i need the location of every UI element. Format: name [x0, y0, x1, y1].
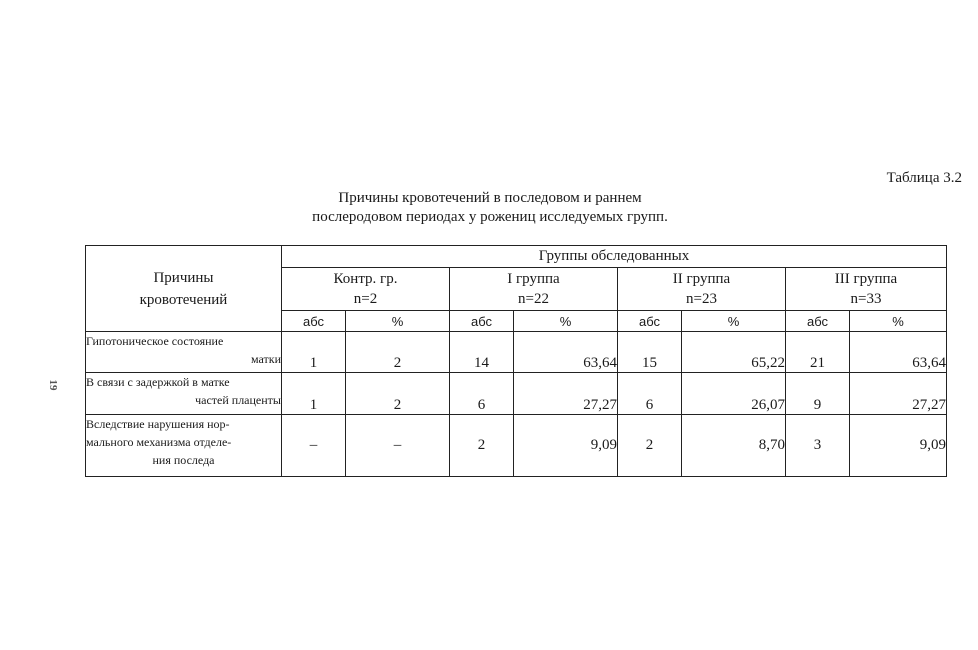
abs-cell: 6 — [618, 373, 682, 415]
group-size: n=22 — [518, 291, 549, 307]
group-size: n=33 — [850, 291, 882, 307]
group-size: n=23 — [686, 291, 717, 307]
abs-cell: 15 — [618, 332, 682, 373]
pct-column-header: % — [850, 311, 947, 332]
group-name: I группа — [507, 271, 560, 287]
abs-cell: 9 — [786, 373, 850, 415]
pct-cell: 27,27 — [850, 373, 947, 415]
group-name: III группа — [834, 271, 898, 287]
reason-line: мального механизма отделе- — [86, 435, 232, 449]
pct-cell: 9,09 — [514, 415, 618, 477]
abs-cell: 1 — [282, 373, 346, 415]
reason-line: Гипотоническое состояние — [86, 334, 224, 348]
pct-cell: 9,09 — [850, 415, 947, 477]
pct-cell: 63,64 — [514, 332, 618, 373]
abs-column-header: абс — [282, 311, 346, 332]
pct-cell: 63,64 — [850, 332, 947, 373]
abs-cell: 2 — [450, 415, 514, 477]
page-number: 19 — [47, 379, 59, 391]
reason-header-line-1: Причины — [153, 269, 214, 286]
pct-cell: 2 — [346, 332, 450, 373]
table-row — [86, 373, 947, 415]
reason-line: частей плаценты — [195, 393, 281, 407]
table-row — [86, 332, 947, 373]
pct-cell: 27,27 — [514, 373, 618, 415]
group-header-1 — [450, 268, 618, 311]
group-header-2 — [618, 268, 786, 311]
reason-line: В связи с задержкой в матке — [86, 375, 230, 389]
group-name: II группа — [672, 271, 731, 287]
causes-table — [85, 245, 947, 477]
group-name: Контр. гр. — [333, 271, 398, 287]
pct-cell: 65,22 — [682, 332, 786, 373]
groups-header: Группы обследованных — [282, 246, 947, 268]
row-reason — [86, 373, 282, 415]
abs-cell: 21 — [786, 332, 850, 373]
abs-cell: – — [282, 415, 346, 477]
table-row — [86, 415, 947, 477]
abs-cell: 6 — [450, 373, 514, 415]
pct-column-header: % — [682, 311, 786, 332]
reason-line: матки — [250, 352, 281, 366]
pct-column-header: % — [514, 311, 618, 332]
abs-column-header: абс — [618, 311, 682, 332]
reason-header-line-2: кровотечений — [139, 291, 228, 308]
abs-cell: 14 — [450, 332, 514, 373]
table-title-line-1: Причины кровотечений в последовом и раннем — [338, 190, 642, 206]
table-title-line-2: послеродовом периодах у рожениц исследуемых групп. — [312, 209, 668, 225]
pct-cell: 8,70 — [682, 415, 786, 477]
pct-column-header: % — [346, 311, 450, 332]
group-header-3 — [786, 268, 947, 311]
table-number: Таблица 3.2 — [886, 170, 962, 186]
row-reason — [86, 415, 282, 477]
pct-cell: – — [346, 415, 450, 477]
reason-column-header — [86, 246, 282, 332]
abs-column-header: абс — [786, 311, 850, 332]
table-title — [280, 189, 700, 227]
abs-column-header: абс — [450, 311, 514, 332]
group-size: n=2 — [353, 291, 378, 307]
reason-line: ния последа — [152, 453, 215, 467]
group-header-control — [282, 268, 450, 311]
row-reason — [86, 332, 282, 373]
abs-cell: 2 — [618, 415, 682, 477]
abs-cell: 1 — [282, 332, 346, 373]
pct-cell: 2 — [346, 373, 450, 415]
abs-cell: 3 — [786, 415, 850, 477]
pct-cell: 26,07 — [682, 373, 786, 415]
reason-line: Вследствие нарушения нор- — [86, 417, 230, 431]
